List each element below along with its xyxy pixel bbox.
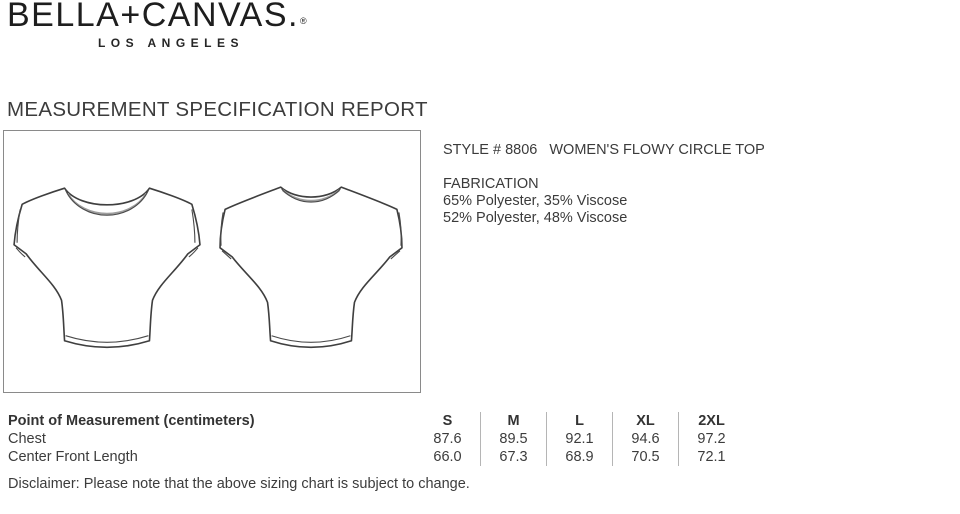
size-column-xl — [612, 412, 678, 466]
size-header-l: L — [575, 413, 584, 429]
brand-tagline: LOS ANGELES — [97, 36, 245, 50]
size-column-m — [480, 412, 546, 466]
chest-value-l: 92.1 — [565, 431, 594, 447]
chest-value-xl: 94.6 — [631, 431, 660, 447]
size-column-s — [415, 412, 480, 466]
row-label-center-front-length: Center Front Length — [8, 449, 138, 465]
cfl-value-2xl: 72.1 — [697, 449, 726, 465]
cfl-value-xl: 70.5 — [631, 449, 660, 465]
style-prefix: STYLE # — [443, 142, 502, 158]
product-info — [443, 142, 765, 227]
size-header-2xl: 2XL — [698, 413, 725, 429]
size-header-m: M — [507, 413, 520, 429]
size-column-l — [546, 412, 612, 466]
fabrication-line-2: 52% Polyester, 48% Viscose — [443, 210, 628, 226]
size-chart — [8, 412, 744, 466]
chest-value-2xl: 97.2 — [697, 431, 726, 447]
brand-logo-text: BELLA+CANVAS. — [7, 0, 299, 34]
chest-value-s: 87.6 — [433, 431, 462, 447]
fabrication-label: FABRICATION — [443, 176, 539, 192]
report-title: MEASUREMENT SPECIFICATION REPORT — [7, 98, 428, 121]
row-label-chest: Chest — [8, 431, 46, 447]
registered-trademark-icon: ® — [299, 16, 307, 26]
product-name: WOMEN'S FLOWY CIRCLE TOP — [549, 142, 765, 158]
cfl-value-s: 66.0 — [433, 449, 462, 465]
garment-drawing-box — [3, 130, 421, 393]
disclaimer-text: Disclaimer: Please note that the above sizing chart is subject to change. — [8, 476, 470, 492]
cfl-value-m: 67.3 — [499, 449, 528, 465]
brand-logo — [7, 0, 306, 35]
size-header-s: S — [442, 413, 453, 429]
pom-header: Point of Measurement (centimeters) — [8, 413, 255, 429]
point-of-measurement-column — [8, 412, 415, 466]
style-number: 8806 — [505, 142, 538, 158]
size-header-xl: XL — [636, 413, 655, 429]
garment-back-sketch-icon — [217, 179, 405, 355]
fabrication-line-1: 65% Polyester, 35% Viscose — [443, 193, 628, 209]
size-column-2xl — [678, 412, 744, 466]
cfl-value-l: 68.9 — [565, 449, 594, 465]
garment-front-sketch-icon — [9, 179, 203, 355]
chest-value-m: 89.5 — [499, 431, 528, 447]
style-line — [443, 142, 765, 159]
